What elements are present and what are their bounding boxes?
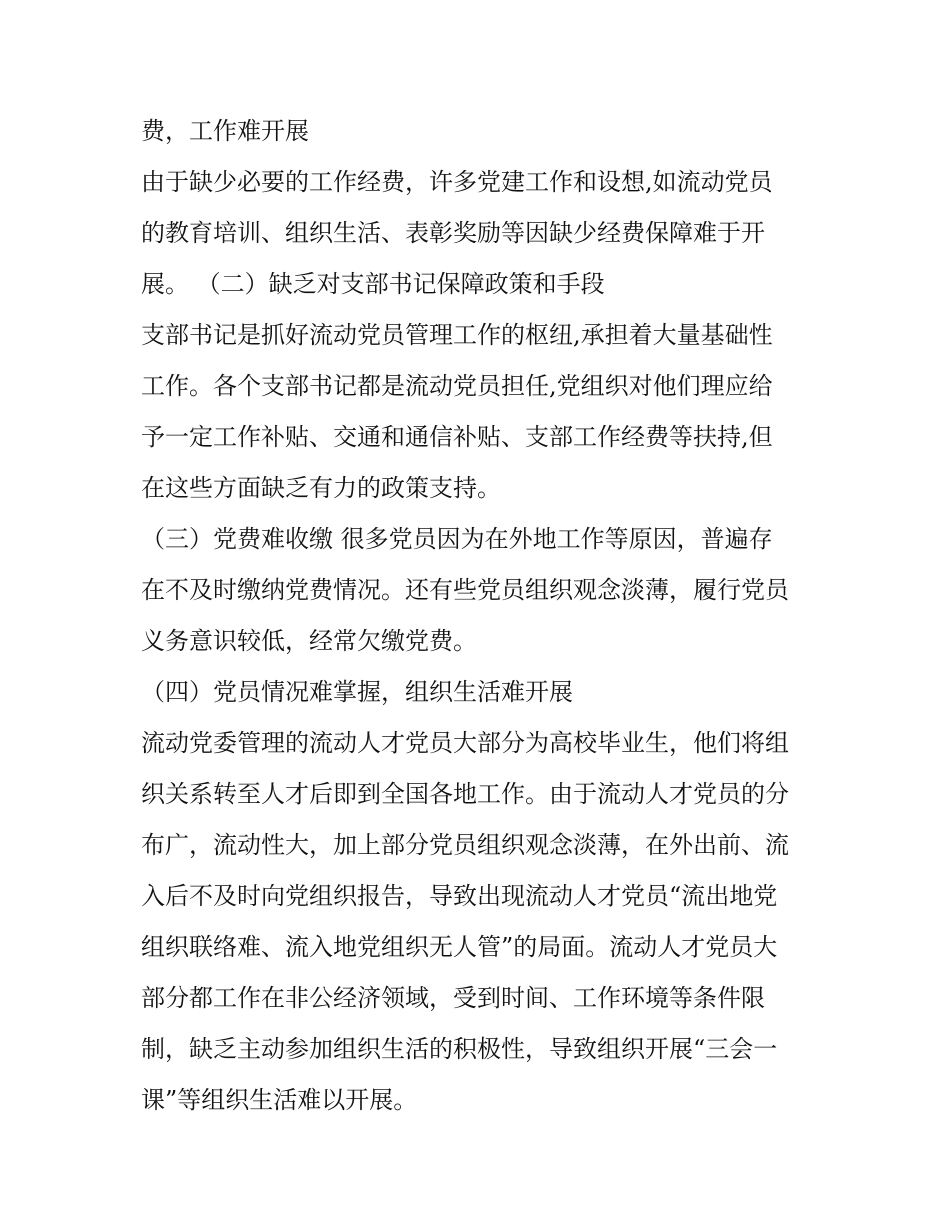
text-line: 支部书记是抓好流动党员管理工作的枢纽,承担着大量基础性 [141,321,773,349]
text-line: （四）党员情况难掌握，组织生活难开展 [141,678,573,706]
text-line: 的教育培训、组织生活、表彰奖励等因缺少经费保障难于开 [141,219,765,247]
text-line: 工作。各个支部书记都是流动党员担任,党组织对他们理应给 [141,372,773,400]
text-line: 部分都工作在非公经济领域，受到时间、工作环境等条件限 [141,984,765,1012]
text-line: 组织联络难、流入地党组织无人管”的局面。流动人才党员大 [141,933,778,961]
text-line: 流动党委管理的流动人才党员大部分为高校毕业生，他们将组 [141,729,789,757]
text-line: 在不及时缴纳党费情况。还有些党员组织观念淡薄，履行党员 [141,576,789,604]
text-line: 予一定工作补贴、交通和通信补贴、支部工作经费等扶持,但 [141,423,773,451]
text-line: 布广，流动性大，加上部分党员组织观念淡薄，在外出前、流 [141,831,789,859]
text-line: 织关系转至人才后即到全国各地工作。由于流动人才党员的分 [141,780,789,808]
text-line: 课”等组织生活难以开展。 [141,1086,418,1114]
text-line: 费，工作难开展 [141,117,309,145]
text-line: （三）党费难收缴 很多党员因为在外地工作等原因，普遍存 [141,525,773,553]
text-line: 制，缺乏主动参加组织生活的积极性，导致组织开展“三会一 [141,1035,778,1063]
text-line: 由于缺少必要的工作经费，许多党建工作和设想,如流动党员 [141,168,773,196]
text-line: 义务意识较低，经常欠缴党费。 [141,627,477,655]
text-line: 展。 （二）缺乏对支部书记保障政策和手段 [141,270,605,298]
text-line: 入后不及时向党组织报告，导致出现流动人才党员“流出地党 [141,882,778,910]
body-text [141,106,821,1126]
text-line: 在这些方面缺乏有力的政策支持。 [141,474,501,502]
